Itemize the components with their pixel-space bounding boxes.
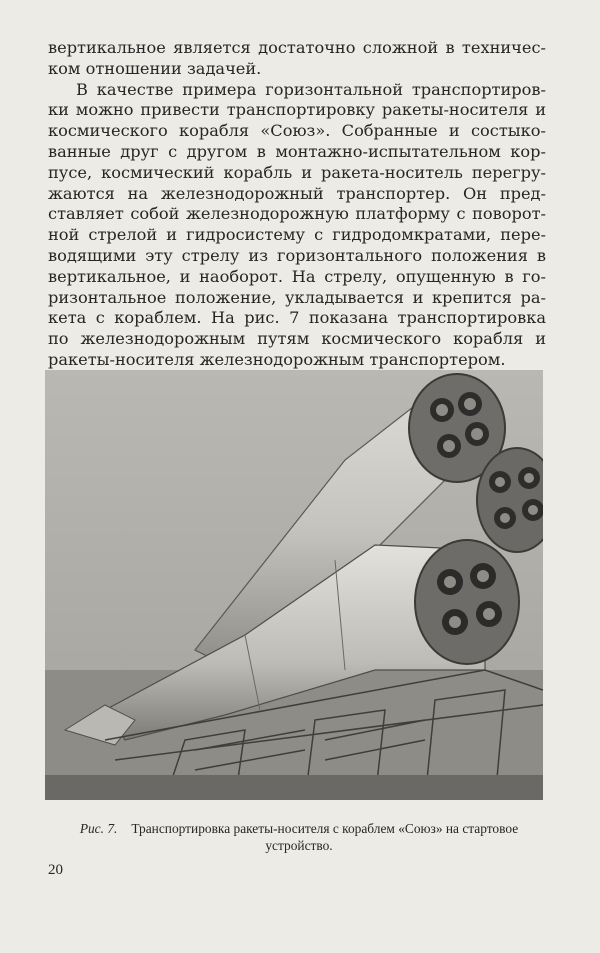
text-line: ной стрелой и гидросистему с гидродомкратами, пере- [48,225,546,245]
text-line: жаются на железнодорожный транспортер. Он пред- [48,183,546,203]
text-line: пусе, космический корабль и ракета-носитель перегру- [48,162,546,182]
page-number: 20 [48,862,63,878]
rail-bed [45,775,543,800]
figure-caption [50,820,548,854]
text-line: водящими эту стрелу из горизонтального положения в [48,245,546,265]
text-line: ризонтальное положение, укладывается и крепится ра- [48,287,546,307]
body-text [48,38,546,371]
text-line: ракеты-носителя железнодорожным транспортером. [48,349,506,369]
text-line: ком отношении задачей. [48,58,262,78]
text-line: по железнодорожным путям космического корабля и [48,329,546,349]
text-line: кета с кораблем. На рис. 7 показана транспортировка [48,308,546,328]
text-line: вертикальное является достаточно сложной в техничес- [48,38,546,57]
text-line: ванные друг с другом в монтажно-испытательном кор- [48,141,546,161]
text-line: ставляет собой железнодорожную платформу с поворот- [48,204,546,224]
text-line: вертикальное, и наоборот. На стрелу, опущенную в го- [48,266,546,286]
caption-label: Рис. 7. [79,821,118,836]
text-line: ки можно привести транспортировку ракеты-носителя и [48,100,546,120]
rocket-transport-photo [45,370,543,800]
caption-text: Транспортировка ракеты-носителя с кораблем «Союз» на стартовое устройство. [131,821,519,853]
text-line: В качестве примера горизонтальной транспортиров- [76,79,546,99]
text-line: космического корабля «Союз». Собранные и состыко- [48,121,546,141]
